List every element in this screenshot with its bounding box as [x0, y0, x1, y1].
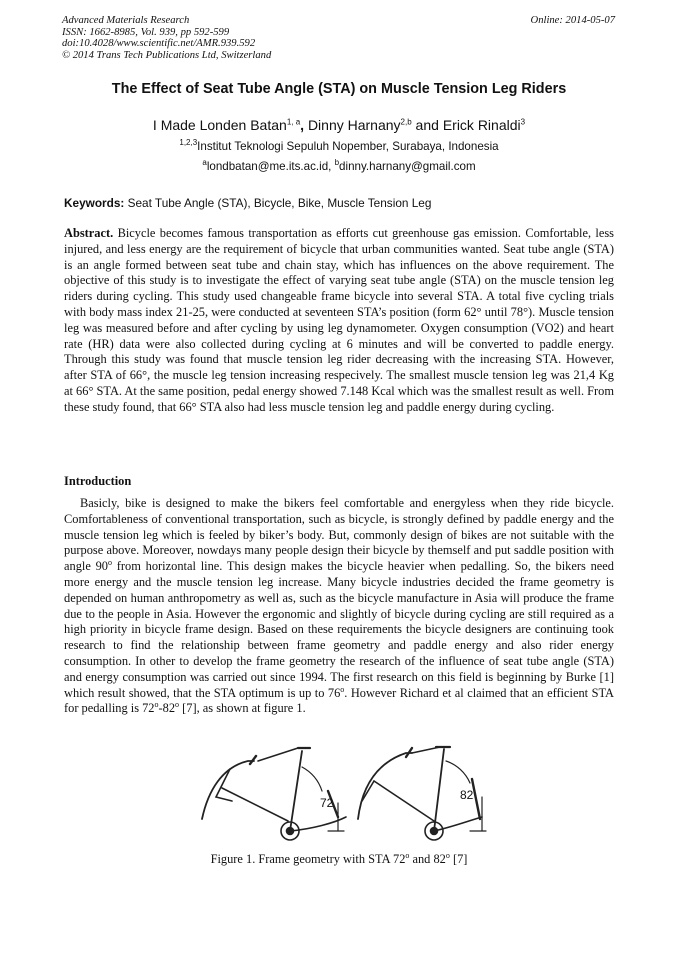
- abstract-text: Bicycle becomes famous transportation as efforts cut greenhouse gas emission. Comfortable, less injured, and less energy are the requirement of bicycle that urban communities wanted. Seat tube angle (STA) is an angle formed between seat tube and chain stay, which has influences on the above requirement. The objective of this study is to investigate the effect of varying seat tube angle (STA) on the muscle tension leg riders during cycling. This study used changeable frame bicycle into several STA. A total five cycling trials with body mass index 21-25, were conducted at seventeen STA’s position (form 62° until 78°). Muscle tension leg was measured before and after cycling by using leg dynamometer. Oxygen consumption (VO2) and heart rate (HR) data were also collected during cycling at 6 minutes and will be converted to paddle energy. Through this study was found that muscle tension leg rider decreasing with the increasing STA. However, after STA of 66°, the muscle leg tension increasing respecively. The smallest muscle tension leg was 21,4 Kg at 66° STA. At the same position, pedal energy showed 7.148 Kcal which was the smallest result as well. From these study found, that 66° STA also had less muscle tension leg and paddle energy during cycling.: [64, 226, 614, 414]
- author-3: Erick Rinaldi: [442, 117, 521, 133]
- author-1: I Made Londen Batan: [152, 117, 287, 133]
- frame-geometry-figure: [198, 743, 490, 851]
- keywords: [64, 196, 431, 210]
- affiliation: [0, 140, 678, 153]
- email-a[interactable]: londbatan@me.its.ac.id,: [206, 160, 335, 173]
- intro-text-4: -82: [158, 701, 176, 716]
- doi-line[interactable]: doi:10.4028/www.scientific.net/AMR.939.592: [62, 38, 256, 50]
- degree-mark: o: [340, 684, 345, 694]
- introduction-paragraph: [64, 496, 614, 717]
- email-a-mark: a: [202, 158, 207, 168]
- caption-text-3: [7]: [449, 852, 468, 866]
- abstract: [64, 226, 614, 416]
- affiliation-text: Institut Teknologi Sepuluh Nopember, Surabaya, Indonesia: [197, 140, 499, 153]
- sta-72-label: 72: [320, 796, 334, 810]
- introduction-heading: Introduction: [64, 474, 132, 488]
- author-emails: [0, 160, 678, 173]
- intro-text-2: from horizontal line. This design makes the bicycle heavier when pedalling. So, the bikers need more energy and the muscle tension leg increase. Many bicycle industries decided the frame geometry is depended on human anthropometry as well as, such as the bicycle manufacture in Asia will produce the frame due to the people in Asia. However the ergonomic and slightly of bicycle during cycling are still required as a high priority in bicycle frame design. Based on these requirements the bicycle designers are continuing took research to find the relationship between frame geometry and paddle energy and also rider energy consumption. In other to develop the frame geometry the research of the influence of seat tube angle (STA) and energy consumption was carried out since 1994. The first research on this field is beginning by Burke [1] which result showed, that the STA optimum is up to 76: [64, 559, 614, 700]
- email-b[interactable]: dinny.harnany@gmail.com: [339, 160, 476, 173]
- journal-header: [62, 15, 271, 61]
- author-2-affil: 2,b: [400, 117, 412, 127]
- author-3-affil: 3: [520, 117, 526, 127]
- online-date: Online: 2014-05-07: [530, 15, 615, 26]
- caption-text-2: and 82: [409, 852, 446, 866]
- email-b-mark: b: [334, 158, 340, 168]
- paper-title: The Effect of Seat Tube Angle (STA) on Muscle Tension Leg Riders: [111, 81, 567, 97]
- degree-mark: o: [445, 850, 450, 860]
- affiliation-marks: 1,2,3: [179, 138, 198, 148]
- bike-72-drawing: [202, 748, 346, 840]
- degree-mark: o: [175, 700, 180, 710]
- intro-text-3: . However Richard et al claimed that an efficient STA for pedalling is 72: [64, 685, 614, 716]
- degree-mark: o: [108, 558, 113, 568]
- author-and: and: [411, 117, 443, 133]
- author-separator: ,: [300, 117, 308, 133]
- intro-text-5: [7], as shown at figure 1.: [179, 701, 306, 716]
- intro-text-1: Basicly, bike is designed to make the bikers feel comfortable and energyless when they ride bicycle. Comfortableness of conventional transportation, such as bicycle, is strongly defined by paddle energy and the muscle tension leg which is feeled by biker’s body. But, commonly design of bikes are not suitable with the purpose above. Moreover, nowdays many people design their bicycle by themself and put saddle position with angle 90: [64, 496, 614, 574]
- copyright-line: © 2014 Trans Tech Publications Ltd, Switzerland: [62, 49, 272, 61]
- sta-82-label: 82: [460, 788, 474, 802]
- author-1-affil: 1, a: [286, 117, 301, 127]
- author-list: [0, 117, 678, 133]
- journal-name: Advanced Materials Research: [62, 15, 190, 26]
- abstract-label: Abstract.: [64, 226, 114, 240]
- keywords-label: Keywords:: [64, 196, 125, 210]
- figure-caption: [0, 852, 678, 867]
- caption-text-1: Figure 1. Frame geometry with STA 72: [210, 852, 406, 866]
- author-2: Dinny Harnany: [307, 117, 401, 133]
- degree-mark: o: [405, 850, 410, 860]
- keywords-text: Seat Tube Angle (STA), Bicycle, Bike, Muscle Tension Leg: [124, 196, 432, 210]
- degree-mark: o: [154, 700, 159, 710]
- issn-line: ISSN: 1662-8985, Vol. 939, pp 592-599: [62, 26, 230, 38]
